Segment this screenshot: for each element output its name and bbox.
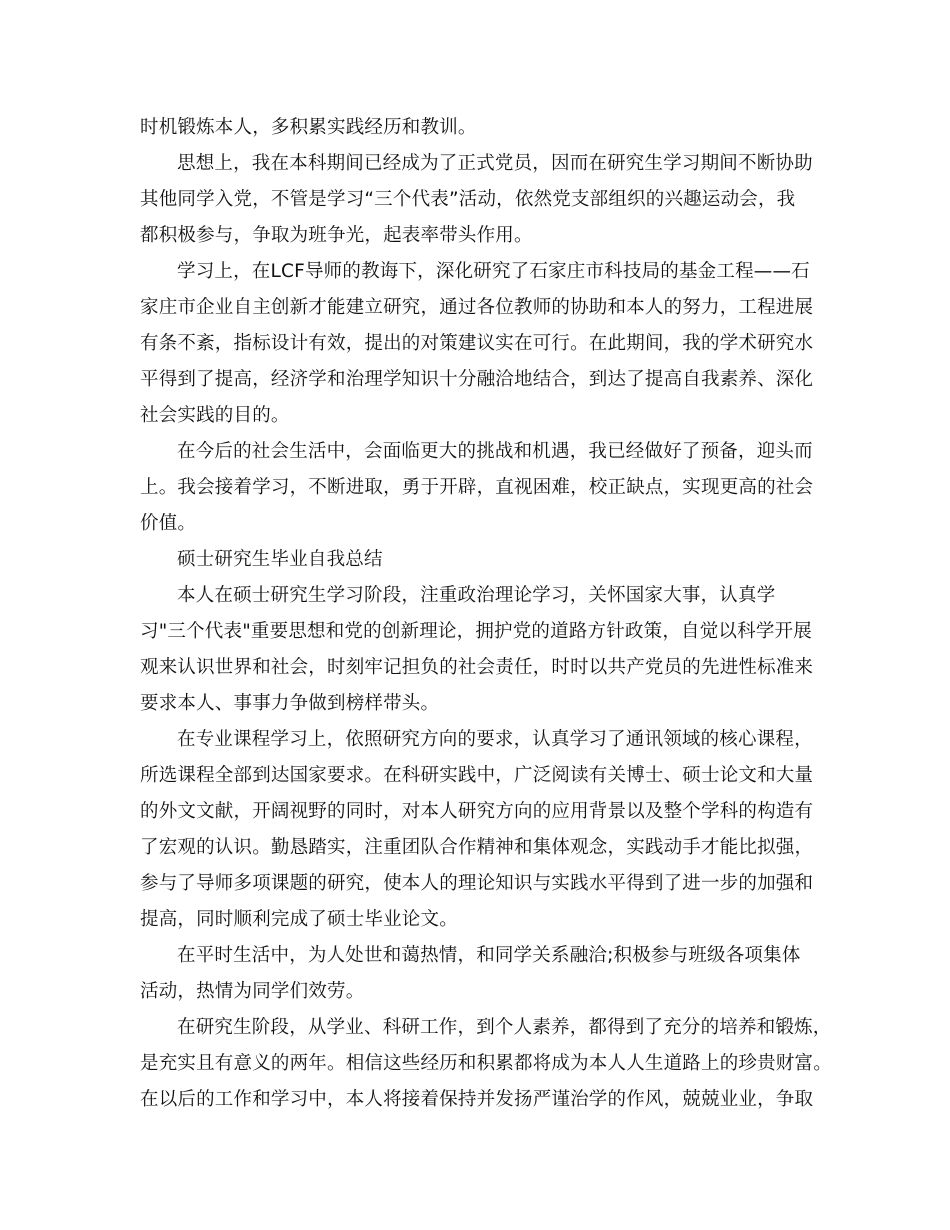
text-line-24: 在平时生活中，为人处世和蔼热情，和同学关系融洽;积极参与班级各项集体 [177,945,801,966]
text-line-21: 了宏观的认识。勤恳踏实，注重团队合作精神和集体观念，实践动手才能比拟强， [140,837,814,858]
text-line-11: 上。我会接着学习，不断进取，勇于开辟，直视困难，校正缺点，实现更高的社会 [140,477,814,498]
text-line-17: 要求本人、事事力争做到榜样带头。 [140,693,440,714]
text-line-4: 都积极参与，争取为班争光，起表率带头作用。 [140,225,533,246]
text-line-12: 价值。 [140,513,197,534]
text-line-10: 在今后的社会生活中，会面临更大的挑战和机遇，我已经做好了预备，迎头而 [177,441,813,462]
text-line-1: 时机锻炼本人，多积累实践经历和教训。 [140,117,477,138]
text-line-25: 活动，热情为同学们效劳。 [140,981,365,1002]
text-line-15: 习"三个代表"重要思想和党的创新理论，拥护党的道路方针政策，自觉以科学开展 [140,621,812,642]
text-line-19: 所选课程全部到达国家要求。在科研实践中，广泛阅读有关博士、硕士论文和大量 [140,765,814,786]
text-line-16: 观来认识世界和社会，时刻牢记担负的社会责任，时时以共产党员的先进性标准来 [140,657,814,678]
text-line-9: 社会实践的目的。 [140,405,290,426]
text-line-20: 的外文文献，开阔视野的同时，对本人研究方向的应用背景以及整个学科的构造有 [140,801,814,822]
text-line-2: 思想上，我在本科期间已经成为了正式党员，因而在研究生学习期间不断协助 [177,153,813,174]
text-line-8: 平得到了提高，经济学和治理学知识十分融洽地结合，到达了提高自我素养、深化 [140,369,814,390]
text-line-6: 家庄市企业自主创新才能建立研究，通过各位教师的协助和本人的努力，工程进展 [140,297,814,318]
text-line-7: 有条不紊，指标设计有效，提出的对策建议实在可行。在此期间，我的学术研究水 [140,333,814,354]
text-line-23: 提高，同时顺利完成了硕士毕业论文。 [140,909,458,930]
text-line-27: 是充实且有意义的两年。相信这些经历和积累都将成为本人人生道路上的珍贵财富。 [140,1053,832,1074]
text-line-28: 在以后的工作和学习中，本人将接着保持并发扬严谨治学的作风，兢兢业业，争取 [140,1089,814,1110]
text-line-26: 在研究生阶段，从学业、科研工作，到个人素养，都得到了充分的培养和锻炼， [177,1017,832,1038]
text-line-3: 其他同学入党，不管是学习“三个代表”活动，依然党支部组织的兴趣运动会，我 [140,189,796,210]
text-line-5: 学习上，在LCF导师的教诲下，深化研究了石家庄市科技局的基金工程——石 [177,261,810,282]
section-heading: 硕士研究生毕业自我总结 [177,549,383,570]
text-line-18: 在专业课程学习上，依照研究方向的要求，认真学习了通讯领域的核心课程， [177,729,813,750]
text-line-14: 本人在硕士研究生学习阶段，注重政治理论学习，关怀国家大事，认真学 [177,585,776,606]
text-line-22: 参与了导师多项课题的研究，使本人的理论知识与实践水平得到了进一步的加强和 [140,873,814,894]
